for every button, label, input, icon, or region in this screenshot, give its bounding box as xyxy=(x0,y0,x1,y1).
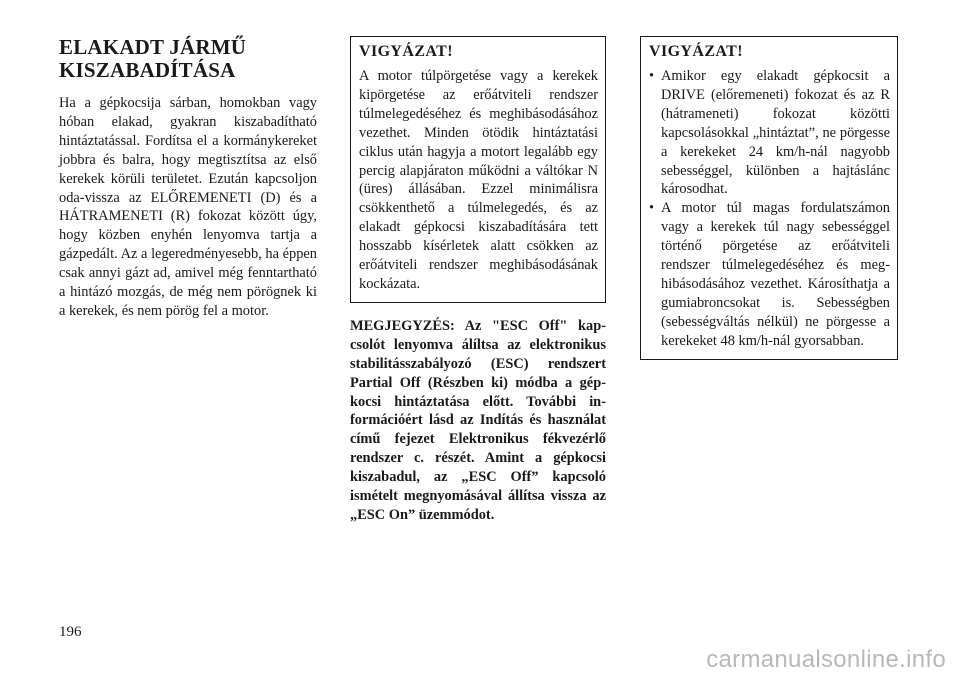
warning-list xyxy=(649,67,890,351)
warning-list-item xyxy=(649,199,890,350)
warning-title-2: VIGYÁZAT! xyxy=(649,43,743,60)
bullet-icon: • xyxy=(649,200,655,217)
warning-list-item-text: A motor túl magas fordulatszámon vagy a kerekek túl nagy sebességgel történő pörgetése az erőátviteli rendszer túlmelegedéséhez és meghibásodásához vezethet. Károsíthatja a gumiabroncsokat is. Sebességben (sebességváltás nélkül) ne pörgesse a kerekeket 48 km/h-nál gyorsabban. xyxy=(661,200,890,349)
watermark: carmanualsonline.info xyxy=(706,646,946,673)
warning-box-2 xyxy=(640,36,898,360)
warning-box-1 xyxy=(350,36,606,303)
warning-title-1: VIGYÁZAT! xyxy=(359,43,453,60)
left-column xyxy=(59,36,317,321)
warning-list-item xyxy=(649,67,890,199)
section-title xyxy=(59,36,317,82)
section-title-line1: ELAKADT JÁRMŰ xyxy=(59,35,247,59)
warning-text-1: A motor túlpörgetése vagy a kerekek kipörgetése az erőátviteli rendszer túlmelegedéséhez és meghibásodásához vezethet. Minden ötödik hintáztatási ciklus után hagyja a motort legalább egy percig alapjáraton működni a váltókar N (üres) állásában. Ezzel minimálisra csökkenthető a túlmelegedés, és az elakadt gépkocsi kiszabadítására tett hosszabb kísérletek alatt csökken az erőátviteli rendszer meghibásodásának kockázata. xyxy=(359,68,598,292)
page-number: 196 xyxy=(59,624,82,640)
section-body: Ha a gépkocsija sárban, homokban vagy hóban elakad, gyakran kiszabadítható hintáztatással. Fordítsa el a kormánykereket jobbra és balra, hogy megtisztítsa az első kerekek körüli területet. Ezután kapcsoljon oda-vissza az ELŐREMENETI (D) és a HÁTRAMENETI (R) fokozat között úgy, hogy közben enyhén lenyomva tartja a gázpedált. Az a legeredményesebb, ha éppen csak annyi gázt ad, amivel még fenntartható a hintázó mozgás, de még nem pörögnek ki a kerekek, és nem pörög fel a motor. xyxy=(59,95,317,319)
right-column xyxy=(640,36,898,360)
section-title-line2: KISZABADÍTÁSA xyxy=(59,58,236,82)
middle-column xyxy=(350,36,606,525)
note-paragraph: MEGJEGYZÉS: Az "ESC Off" kapcsolót lenyomva álíltsa az elektronikus stabilitásszabályozó (ESC) rendszert Partial Off (Részben ki) módba a gépkocsi hintáztatása előtt. További információért lásd az Indítás és használat című fejezet Elektronikus fékvezérlő rendszer c. részét. Amint a gépkocsi kiszabadul, az „ESC Off” kapcsoló ismételt megnyomásával állítsa vissza az „ESC On” üzemmódot. xyxy=(350,317,606,523)
bullet-icon: • xyxy=(649,68,655,84)
warning-list-item-text: Amikor egy elakadt gépkocsit a DRIVE (előremeneti) fokozat és az R (hátrameneti) fokozat közötti kapcsolásokkal „hintáztat”, ne pörgesse a kerekeket 24 km/h-nál nagyobb sebességgel, különben a hajtáslánc károsodhat. xyxy=(661,68,890,198)
